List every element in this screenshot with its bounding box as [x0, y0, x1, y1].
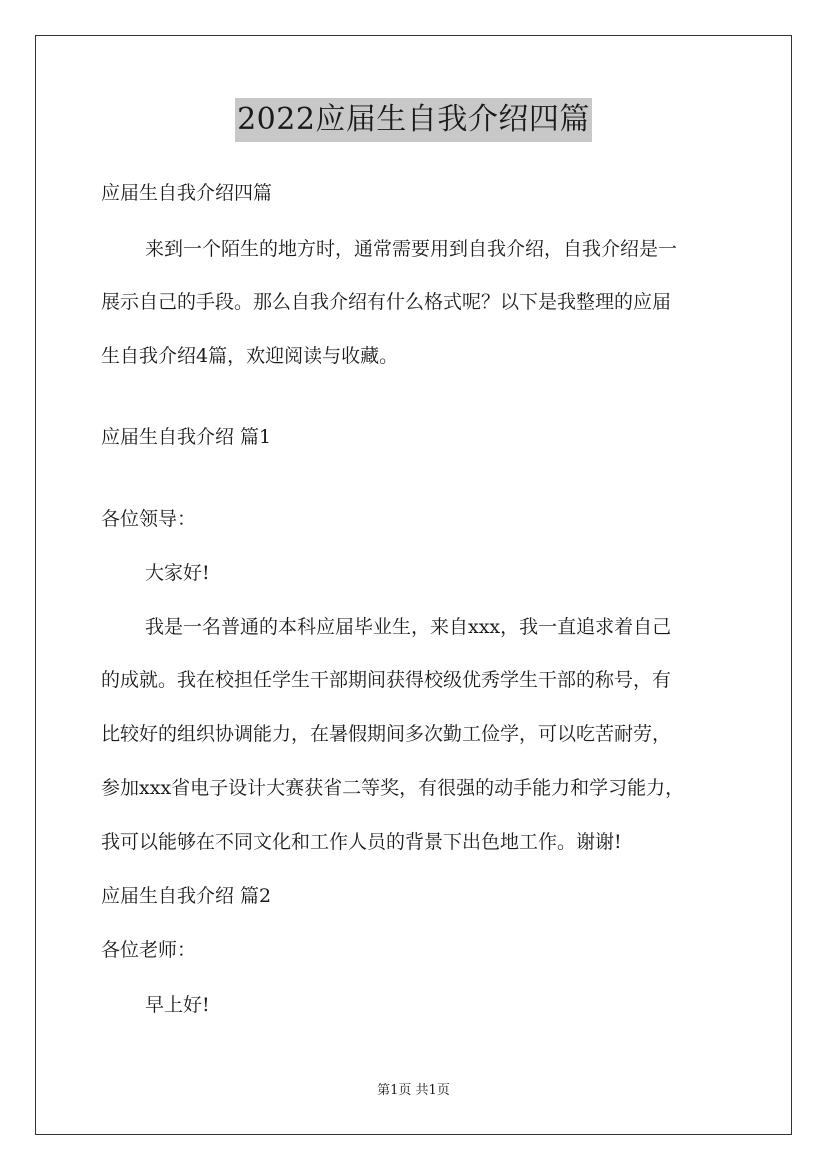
page-footer: 第1页 共1页 [377, 1083, 450, 1098]
intro-line: 来到一个陌生的地方时，通常需要用到自我介绍，自我介绍是一 [145, 238, 678, 260]
intro-line: 展示自己的手段。那么自我介绍有什么格式呢？以下是我整理的应届 [101, 291, 672, 313]
body-line: 比较好的组织协调能力，在暑假期间多次勤工俭学，可以吃苦耐劳， [101, 723, 672, 745]
body-line: 我是一名普通的本科应届毕业生，来自xxx，我一直追求着自己 [145, 616, 672, 638]
section-heading: 应届生自我介绍 篇1 [101, 426, 272, 448]
greeting: 早上好! [145, 994, 210, 1016]
salutation: 各位领导： [101, 508, 197, 530]
section-heading: 应届生自我介绍 篇2 [101, 885, 272, 907]
subtitle: 应届生自我介绍四篇 [101, 182, 273, 204]
body-line: 参加xxx省电子设计大赛获省二等奖，有很强的动手能力和学习能力， [101, 777, 685, 799]
intro-line: 生自我介绍4篇，欢迎阅读与收藏。 [101, 345, 399, 367]
greeting: 大家好! [145, 562, 210, 584]
body-line: 的成就。我在校担任学生干部期间获得校级优秀学生干部的称号，有 [101, 669, 672, 691]
body-line: 我可以能够在不同文化和工作人员的背景下出色地工作。谢谢! [101, 831, 622, 853]
page-title: 2022应届生自我介绍四篇 [235, 98, 592, 142]
title-container [0, 98, 827, 142]
salutation: 各位老师： [101, 939, 197, 961]
